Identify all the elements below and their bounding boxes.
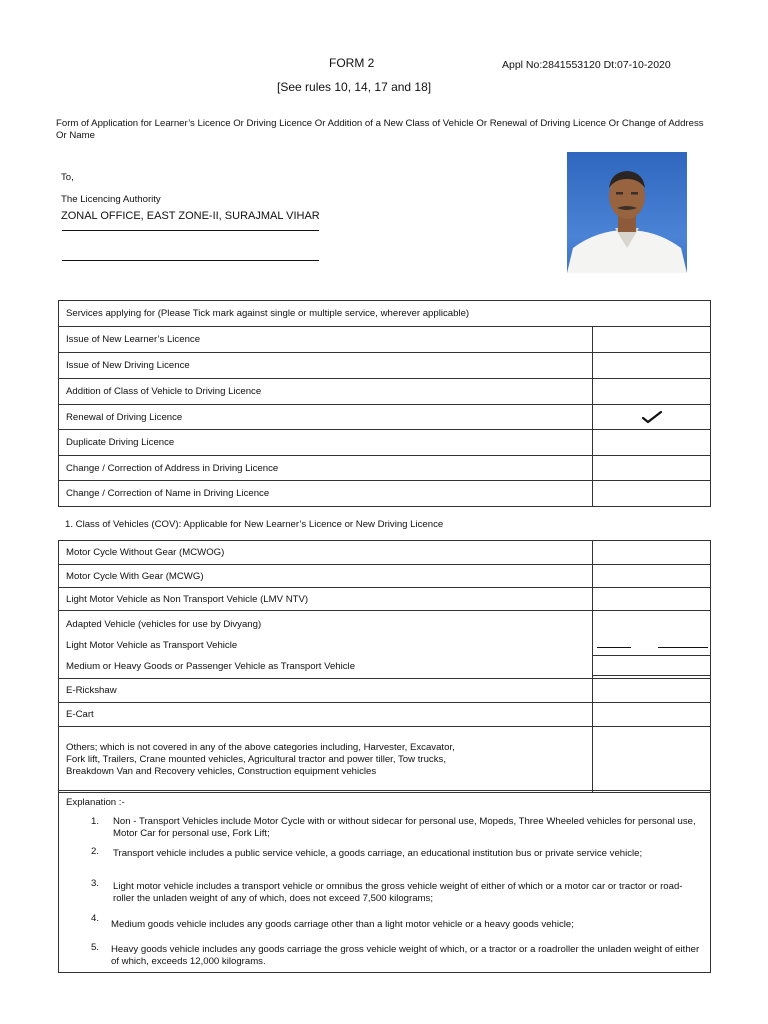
cov-label-others: Others; which is not covered in any of the above categories including, Harvester, Excavator, Fork lift, Trailers, Crane mounted vehicles, Agricultural tractor and power tiller, Tow trucks, Breakdown Van and Recovery vehicles, Construction equipment vehicles <box>59 727 593 793</box>
authority-office: ZONAL OFFICE, EAST ZONE-II, SURAJMAL VIHAR <box>61 210 320 222</box>
service-label: Addition of Class of Vehicle to Driving Licence <box>59 379 593 405</box>
note-number: 2. <box>91 846 100 857</box>
service-label: Issue of New Learner’s Licence <box>59 327 593 353</box>
cov-checkbox-lmv-ntv[interactable] <box>593 588 711 611</box>
person-photo-icon <box>567 152 687 273</box>
service-checkbox-name-change[interactable] <box>593 481 711 507</box>
adapted-vehicle-underline-left <box>597 647 631 648</box>
note-number: 3. <box>91 878 100 889</box>
cov-label: Light Motor Vehicle as Transport Vehicle <box>66 640 238 651</box>
adapted-vehicle-underline-right <box>658 647 708 648</box>
note-text: Heavy goods vehicle includes any goods carriage the gross vehicle weight of which, or a tractor or a roadroller the unladen weight of either of which, exceeds 12,000 kilograms. <box>111 944 700 967</box>
application-number: Appl No:2841553120 Dt:07-10-2020 <box>502 59 671 71</box>
cov-checkbox-mcwog[interactable] <box>593 541 711 565</box>
cov-table <box>58 540 711 793</box>
cov-label: Motor Cycle With Gear (MCWG) <box>59 565 593 588</box>
cov-checkbox-e-cart[interactable] <box>593 703 711 727</box>
service-checkbox-new-driving-licence[interactable] <box>593 353 711 379</box>
rules-reference: [See rules 10, 14, 17 and 18] <box>277 80 432 94</box>
cov-checkbox-group[interactable] <box>593 611 711 679</box>
cov-divider-2 <box>593 675 710 676</box>
service-label: Change / Correction of Name in Driving Licence <box>59 481 593 507</box>
cov-label: Medium or Heavy Goods or Passenger Vehicle as Transport Vehicle <box>66 661 356 672</box>
explanation-label: Explanation :- <box>66 797 125 808</box>
address-line-1 <box>62 230 319 231</box>
service-checkbox-new-learners-licence[interactable] <box>593 327 711 353</box>
service-checkbox-renewal[interactable] <box>593 405 711 430</box>
service-checkbox-address-change[interactable] <box>593 456 711 481</box>
service-label: Change / Correction of Address in Driving Licence <box>59 456 593 481</box>
address-line-2 <box>62 260 319 261</box>
services-table <box>58 300 711 507</box>
note-text: Light motor vehicle includes a transport vehicle or omnibus the gross vehicle weight of either of which or a motor car or tractor or road-roller the unladen weight of any of which, does not exceed 7,500 kilograms; <box>113 881 683 904</box>
note-text: Non - Transport Vehicles include Motor Cycle with or without sidecar for personal use, Mopeds, Three Wheeled vehicles for personal use, Motor Car for personal use, Fork Lift; <box>113 816 696 839</box>
note-number: 4. <box>91 913 100 924</box>
services-header: Services applying for (Please Tick mark against single or multiple service, wherever applicable) <box>59 301 711 327</box>
service-checkbox-duplicate[interactable] <box>593 430 711 456</box>
cov-label: E-Rickshaw <box>59 679 593 703</box>
cov-checkbox-mcwg[interactable] <box>593 565 711 588</box>
note-text: Medium goods vehicle includes any goods carriage other than a light motor vehicle or a heavy goods vehicle; <box>111 919 574 930</box>
note-number: 5. <box>91 942 100 953</box>
cov-label: E-Cart <box>59 703 593 727</box>
applicant-photo <box>567 152 687 273</box>
form-title: FORM 2 <box>329 56 375 70</box>
note-text: Transport vehicle includes a public service vehicle, a goods carriage, an educational institution bus or private service vehicle; <box>113 848 643 859</box>
cov-checkbox-e-rickshaw[interactable] <box>593 679 711 703</box>
service-label: Renewal of Driving Licence <box>59 405 593 430</box>
cov-label: Adapted Vehicle (vehicles for use by Divyang) <box>66 619 262 630</box>
cov-heading: 1. Class of Vehicles (COV): Applicable for New Learner’s Licence or New Driving Licence <box>65 519 444 530</box>
checkmark-icon <box>641 410 663 424</box>
cov-checkbox-others[interactable] <box>593 727 711 793</box>
explanation-box <box>58 790 711 973</box>
licencing-authority-label: The Licencing Authority <box>61 194 161 205</box>
cov-label: Motor Cycle Without Gear (MCWOG) <box>59 541 593 565</box>
service-checkbox-addition-of-class[interactable] <box>593 379 711 405</box>
cov-multi-cell <box>59 611 593 679</box>
cov-divider-1 <box>593 655 710 656</box>
note-number: 1. <box>91 816 100 827</box>
service-label: Duplicate Driving Licence <box>59 430 593 456</box>
address-to: To, <box>61 172 74 183</box>
form-description: Form of Application for Learner’s Licence Or Driving Licence Or Addition of a New Class of Vehicle Or Renewal of Driving Licence Or Change of Address Or Name <box>56 118 704 141</box>
cov-label: Light Motor Vehicle as Non Transport Vehicle (LMV NTV) <box>59 588 593 611</box>
service-label: Issue of New Driving Licence <box>59 353 593 379</box>
